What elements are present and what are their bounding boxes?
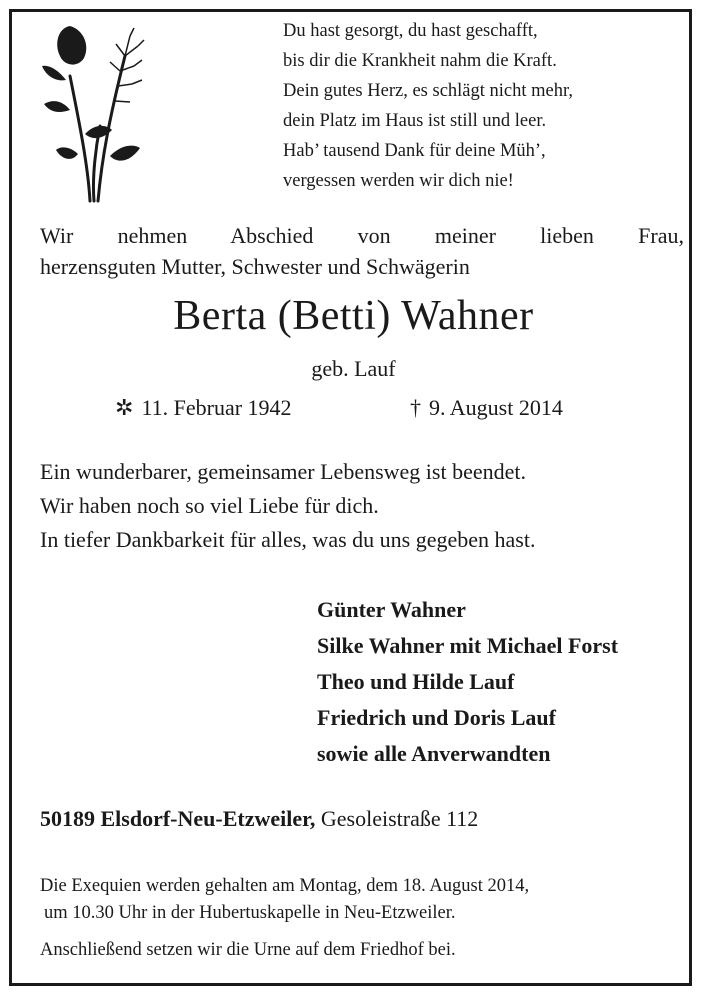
death-date-line xyxy=(410,395,563,421)
poem-line: dein Platz im Haus ist still und leer. xyxy=(283,111,547,131)
service-info xyxy=(40,873,529,927)
birth-star-icon: ✲ xyxy=(115,395,134,420)
service-line: um 10.30 Uhr in der Hubertuskapelle in Neu-Etzweiler. xyxy=(44,903,456,923)
poem-line: Du hast gesorgt, du hast geschafft, xyxy=(283,21,538,41)
death-date: 9. August 2014 xyxy=(429,395,563,420)
poem-line: bis dir die Krankheit nahm die Kraft. xyxy=(283,51,557,71)
memorial-line: In tiefer Dankbarkeit für alles, was du uns gegeben hast. xyxy=(40,527,536,552)
cross-icon: † xyxy=(410,395,421,420)
poem-line: Hab’ tausend Dank für deine Müh’, xyxy=(283,141,546,161)
mourner-name: sowie alle Anverwandten xyxy=(317,741,551,766)
poem-line: Dein gutes Herz, es schlägt nicht mehr, xyxy=(283,81,574,101)
farewell-intro xyxy=(40,220,684,282)
birth-date-line xyxy=(115,395,292,421)
mourner-name: Günter Wahner xyxy=(317,597,466,622)
poem-line: vergessen werden wir dich nie! xyxy=(283,171,514,191)
address xyxy=(40,806,478,832)
address-city: 50189 Elsdorf-Neu-Etzweiler, xyxy=(40,806,316,831)
memorial-text xyxy=(40,455,690,557)
memorial-line: Ein wunderbarer, gemeinsamer Lebensweg ist beendet. xyxy=(40,459,526,484)
mourner-name: Silke Wahner mit Michael Forst xyxy=(317,633,619,658)
mourner-name: Friedrich und Doris Lauf xyxy=(317,705,556,730)
service-line: Die Exequien werden gehalten am Montag, dem 18. August 2014, xyxy=(40,876,530,896)
intro-line: Wir nehmen Abschied von meiner lieben Frau, xyxy=(40,223,684,248)
poem-verse xyxy=(283,16,683,196)
birth-name: geb. Lauf xyxy=(311,356,396,381)
birth-date: 11. Februar 1942 xyxy=(141,395,292,420)
mourners-list xyxy=(317,592,618,772)
memorial-line: Wir haben noch so viel Liebe für dich. xyxy=(40,493,379,518)
address-street: Gesoleistraße 112 xyxy=(320,806,479,831)
mourner-name: Theo und Hilde Lauf xyxy=(317,669,515,694)
burial-info: Anschließend setzen wir die Urne auf dem Friedhof bei. xyxy=(40,940,456,960)
intro-line: herzensguten Mutter, Schwester und Schwägerin xyxy=(40,254,470,279)
deceased-name: Berta (Betti) Wahner xyxy=(173,293,534,339)
rose-illustration xyxy=(30,16,150,206)
